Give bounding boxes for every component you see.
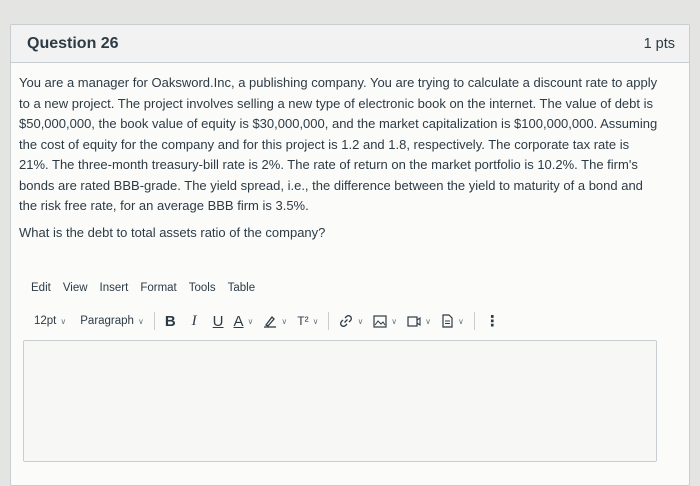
toolbar-divider <box>154 312 155 330</box>
chevron-down-icon: ∨ <box>357 316 364 326</box>
underline-button[interactable]: U <box>212 312 224 330</box>
answer-editor[interactable] <box>23 340 657 462</box>
highlighter-icon <box>263 314 277 328</box>
question-text: You are a manager for Oaksword.Inc, a publishing company. You are trying to calculate a discount rate to apply to a new project. The project involves selling a new type of electronic book on the internet. The value of debt is $50,000,000, the book value of equity is $30,000,000, and the market capitalization is $100,000,000. Assuming the cost of equity for the company and for this project is 1.2 and 1.8, respectively. The corporate tax rate is 21%. The three-month treasury-bill rate is 2%. The rate of return on the market portfolio is 10.2%. The firm's bonds are rated BBB-grade. The yield spread, i.e., the difference between the yield to maturity of a bond and the risk free rate, for an average BBB firm is 3.5%. <box>19 75 658 213</box>
link-icon <box>339 314 353 328</box>
superscript-icon: T² <box>297 314 309 328</box>
menu-table[interactable]: Table <box>227 282 256 294</box>
image-button[interactable] <box>373 315 397 328</box>
question-header <box>11 25 689 63</box>
more-options-icon[interactable]: ⋮ <box>484 313 500 330</box>
image-icon <box>373 315 387 328</box>
question-prompt: What is the debt to total assets ratio of the company? <box>19 224 326 240</box>
chevron-down-icon: ∨ <box>425 316 432 326</box>
chevron-down-icon: ∨ <box>458 316 464 326</box>
menu-tools[interactable]: Tools <box>188 282 216 294</box>
toolbar-divider <box>474 312 475 330</box>
chevron-down-icon: ∨ <box>137 316 144 326</box>
link-button[interactable] <box>339 314 363 328</box>
chevron-down-icon: ∨ <box>247 316 254 326</box>
menu-format[interactable]: Format <box>140 282 177 294</box>
editor-toolbar <box>34 311 654 331</box>
font-color-button[interactable] <box>234 313 254 330</box>
editor-menubar <box>31 282 267 294</box>
italic-button[interactable]: I <box>191 312 197 329</box>
menu-view[interactable]: View <box>62 282 88 294</box>
question-title: Question 26 <box>27 34 119 52</box>
chevron-down-icon: ∨ <box>391 316 398 326</box>
block-format-value: Paragraph <box>80 315 134 327</box>
question-body <box>19 73 661 243</box>
menu-insert[interactable]: Insert <box>99 282 129 294</box>
media-icon <box>407 315 421 328</box>
document-icon <box>441 314 454 328</box>
question-points: 1 pts <box>643 35 675 52</box>
menu-edit[interactable]: Edit <box>31 282 51 294</box>
block-format-select[interactable] <box>80 315 144 327</box>
font-size-select[interactable] <box>34 315 66 327</box>
toolbar-divider <box>328 312 329 330</box>
chevron-down-icon: ∨ <box>60 316 67 326</box>
media-button[interactable] <box>407 315 431 328</box>
font-size-value: 12pt <box>34 315 57 327</box>
chevron-down-icon: ∨ <box>312 316 319 326</box>
highlight-button[interactable] <box>263 314 287 328</box>
font-color-icon: A <box>233 312 244 330</box>
chevron-down-icon: ∨ <box>281 316 288 326</box>
bold-button[interactable]: B <box>164 312 176 330</box>
document-button[interactable] <box>441 314 464 328</box>
superscript-button[interactable] <box>297 314 318 328</box>
